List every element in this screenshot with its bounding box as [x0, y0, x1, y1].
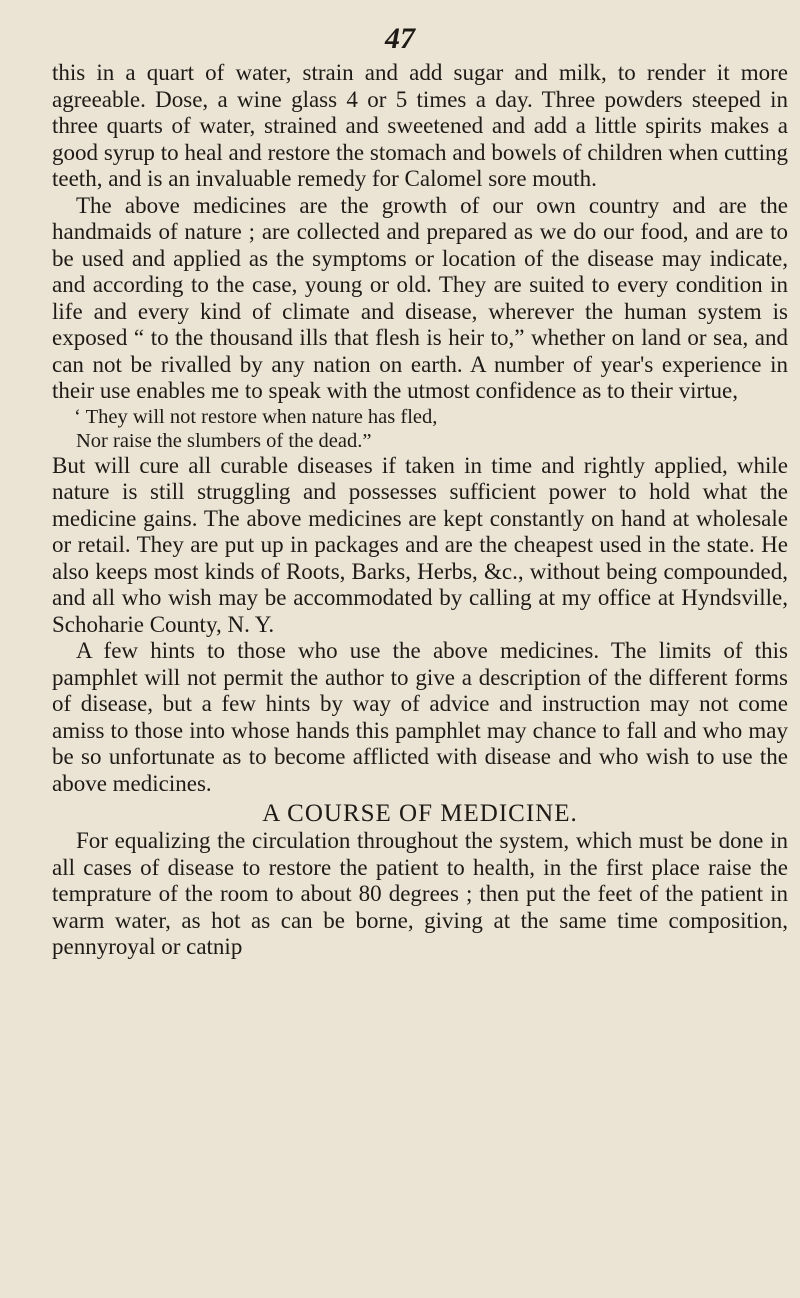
paragraph-syrup-dose: this in a quart of water, strain and add sugar and milk, to render it more agreeable. Dose, a wine glass 4 or 5 times a day. Three powders steeped in three quarts of water, strained and sweetened and add a little spirits makes a good syrup to heal and restore the stomach and bowels of children when cutting teeth, and is an invaluable remedy for Calomel sore mouth.	[52, 60, 788, 191]
verse-quote	[52, 405, 788, 453]
section-heading: A COURSE OF MEDICINE.	[262, 800, 578, 827]
paragraph-curable-diseases: But will cure all curable diseases if taken in time and rightly applied, while nature is still struggling and possesses sufficient power to hold what the medicine gains. The above medicines are kept constantly on hand at wholesale or retail. They are put up in packages and are the cheapest used in the state. He also keeps most kinds of Roots, Barks, Herbs, &c., without being compounded, and all who wish may be accommodated by calling at my office at Hyndsville, Schoharie County, N. Y.	[52, 452, 788, 637]
paragraph-medicines-origin: The above medicines are the growth of our own country and are the handmaids of nature ; are collected and prepared as we do our food, and are to be used and applied as the symptoms or location of the disease may indicate, and according to the case, young or old. They are suited to every condition in life and every kind of climate and disease, wherever the human system is exposed “ to the thousand ills that flesh is heir to,” whether on land or sea, and can not be rivalled by any nation on earth. A number of year's experience in their use enables me to speak with the utmost confidence as to their virtue,	[52, 192, 788, 403]
paragraph-course-of-medicine: For equalizing the circulation throughout the system, which must be done in all cases of disease to restore the patient to health, in the first place raise the temprature of the room to about 80 degrees ; then put the feet of the patient in warm water, as hot as can be borne, giving at the same time composition, pennyroyal or catnip	[52, 828, 788, 959]
verse-line-2: Nor raise the slumbers of the dead.”	[76, 429, 372, 452]
verse-line-1: ‘ They will not restore when nature has fled,	[74, 405, 438, 428]
page-number: 47	[385, 22, 415, 55]
body-text	[52, 60, 788, 961]
paragraph-hints: A few hints to those who use the above medicines. The limits of this pamphlet will not permit the author to give a description of the different forms of disease, but a few hints by way of advice and instruction may not come amiss to those into whose hands this pamphlet may chance to fall and who may be so unfortunate as to become afflicted with disease and who wish to use the above medicines.	[52, 638, 788, 796]
